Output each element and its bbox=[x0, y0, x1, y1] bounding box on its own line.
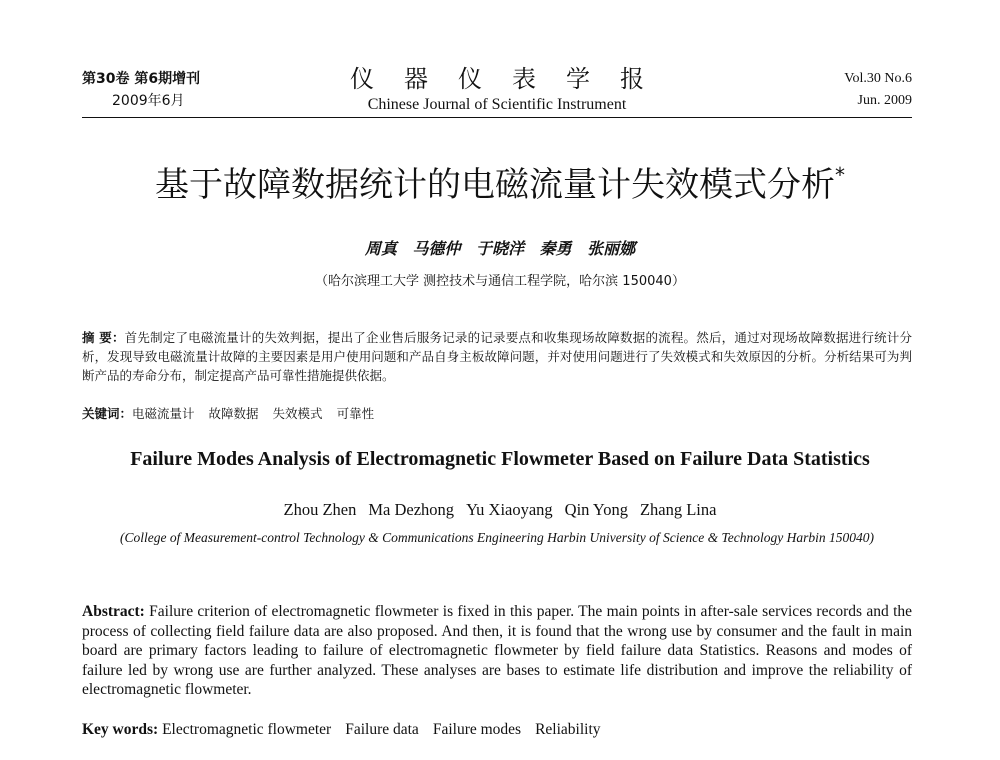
journal-header bbox=[82, 65, 912, 118]
authors-en bbox=[0, 500, 1000, 520]
header-left bbox=[82, 68, 282, 112]
abstract-cn-label: 摘 要： bbox=[82, 330, 125, 345]
author-en: Ma Dezhong bbox=[368, 500, 455, 519]
abstract-en bbox=[82, 602, 912, 700]
journal-name-en: Chinese Journal of Scientific Instrument bbox=[367, 96, 627, 113]
author-en: Zhang Lina bbox=[639, 500, 717, 519]
abstract-cn-text: 首先制定了电磁流量计的失效判据，提出了企业售后服务记录的记录要点和收集现场故障数据的流程。然后，通过对现场故障数据进行统计分析，发现导致电磁流量计故障的主要因素是用户使用问题和产品自身主板故障问题，并对使用问题进行了失效模式和失效原因的分析。分析结果可为判断产品的寿命分布，制定提高产品可靠性措施提供依据。 bbox=[82, 330, 912, 383]
abstract-en-text: Failure criterion of electromagnetic flowmeter is fixed in this paper. The main points in after-sale services records and the process of collecting field failure data are also proposed. And then, it is found that the wrong use by consumer and the fault in main board are primary factors leading to failure of electromagnetic flowmeter by field failure data Statistics. Reasons and modes of failure led by wrong use are further analyzed. These analyses are bases to estimate life distribution and improve the reliability of electromagnetic flowmeter. bbox=[82, 603, 913, 698]
volume-issue-en: Vol.30 No.6 bbox=[844, 71, 912, 86]
keyword-en: Electromagnetic flowmeter bbox=[162, 721, 332, 738]
title-en: Failure Modes Analysis of Electromagnetic Flowmeter Based on Failure Data Statistics bbox=[130, 448, 870, 470]
affiliation-cn: （哈尔滨理工大学 测控技术与通信工程学院，哈尔滨 150040） bbox=[315, 274, 685, 289]
keywords-en bbox=[82, 720, 912, 740]
keyword-cn: 故障数据 bbox=[208, 406, 259, 421]
keyword-cn: 电磁流量计 bbox=[132, 406, 195, 421]
keywords-cn bbox=[82, 404, 912, 423]
volume-issue-cn: 第30卷 第6期增刊 bbox=[82, 71, 201, 87]
keywords-cn-label: 关键词： bbox=[82, 406, 133, 421]
date-en: Jun. 2009 bbox=[857, 93, 912, 108]
journal-name-cn: 仪器仪表学报 bbox=[350, 65, 674, 93]
title-footnote-mark: * bbox=[835, 163, 845, 187]
author-en: Qin Yong bbox=[564, 500, 628, 519]
authors-cn: 周真 马德仲 于晓洋 秦勇 张丽娜 bbox=[364, 239, 636, 258]
abstract-en-label: Abstract: bbox=[82, 603, 145, 620]
keyword-en: Failure data bbox=[345, 721, 419, 738]
date-cn: 2009年6月 bbox=[112, 93, 185, 109]
header-right bbox=[732, 68, 912, 112]
author-en: Yu Xiaoyang bbox=[466, 500, 553, 519]
keyword-cn: 失效模式 bbox=[272, 406, 323, 421]
abstract-cn bbox=[82, 328, 912, 385]
keyword-en: Reliability bbox=[535, 721, 601, 738]
header-divider bbox=[82, 117, 912, 118]
keyword-en: Failure modes bbox=[432, 721, 522, 738]
author-en: Zhou Zhen bbox=[283, 500, 357, 519]
title-cn bbox=[0, 150, 1000, 210]
title-cn-text: 基于故障数据统计的电磁流量计失效模式分析 bbox=[155, 165, 835, 205]
keywords-en-label: Key words: bbox=[82, 721, 159, 738]
affiliation-en: (College of Measurement-control Technology & Communications Engineering Harbin University of Science & Technology Harbin 150040) bbox=[120, 530, 874, 545]
header-center bbox=[282, 64, 712, 116]
keyword-cn: 可靠性 bbox=[336, 406, 375, 421]
